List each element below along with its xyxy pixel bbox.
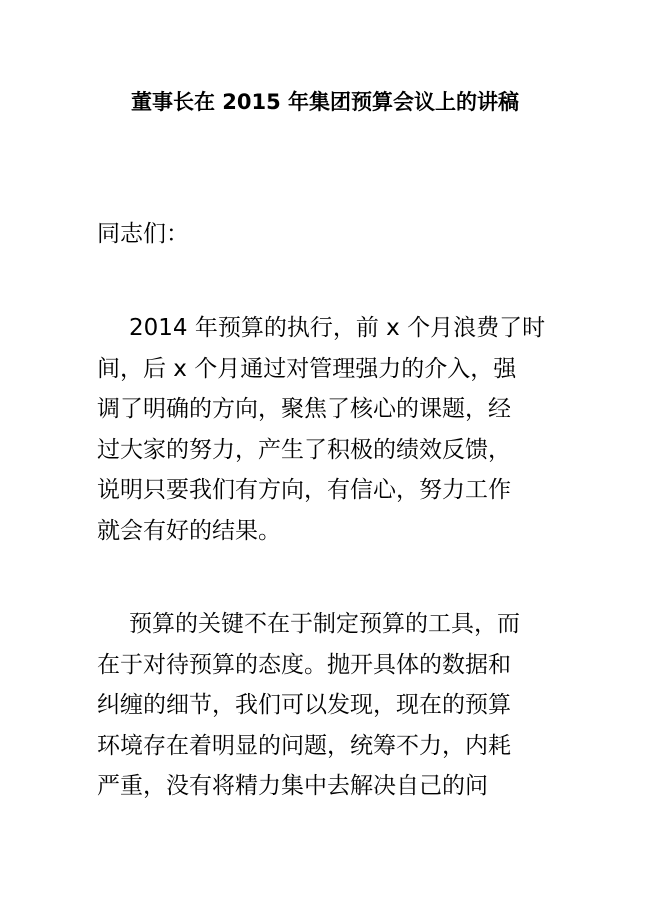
paragraph-line: 预算的关键不在于制定预算的工具，而: [129, 611, 520, 637]
paragraph-2: [97, 604, 567, 807]
salutation: 同志们：: [97, 221, 189, 247]
paragraph-line: 间，后 x 个月通过对管理强力的介入，强: [97, 355, 517, 382]
paragraph-line: 2014 年预算的执行，前 x 个月浪费了时: [129, 315, 546, 341]
document-title: 董事长在 2015 年集团预算会议上的讲稿: [130, 90, 520, 114]
paragraph-line: 环境存在着明显的问题，统筹不力，内耗: [97, 732, 511, 759]
paragraph-1: [97, 308, 567, 551]
paragraph-line: 就会有好的结果。: [97, 517, 281, 544]
paragraph-line: 在于对待预算的态度。抛开具体的数据和: [97, 651, 511, 678]
paragraph-line: 调了明确的方向，聚焦了核心的课题，经: [97, 396, 511, 422]
paragraph-line: 过大家的努力，产生了积极的绩效反馈，: [97, 436, 511, 463]
paragraph-line: 严重，没有将精力集中去解决自己的问: [97, 773, 488, 799]
paragraph-line: 纠缠的细节，我们可以发现，现在的预算: [97, 692, 511, 718]
paragraph-line: 说明只要我们有方向，有信心，努力工作: [97, 477, 511, 503]
